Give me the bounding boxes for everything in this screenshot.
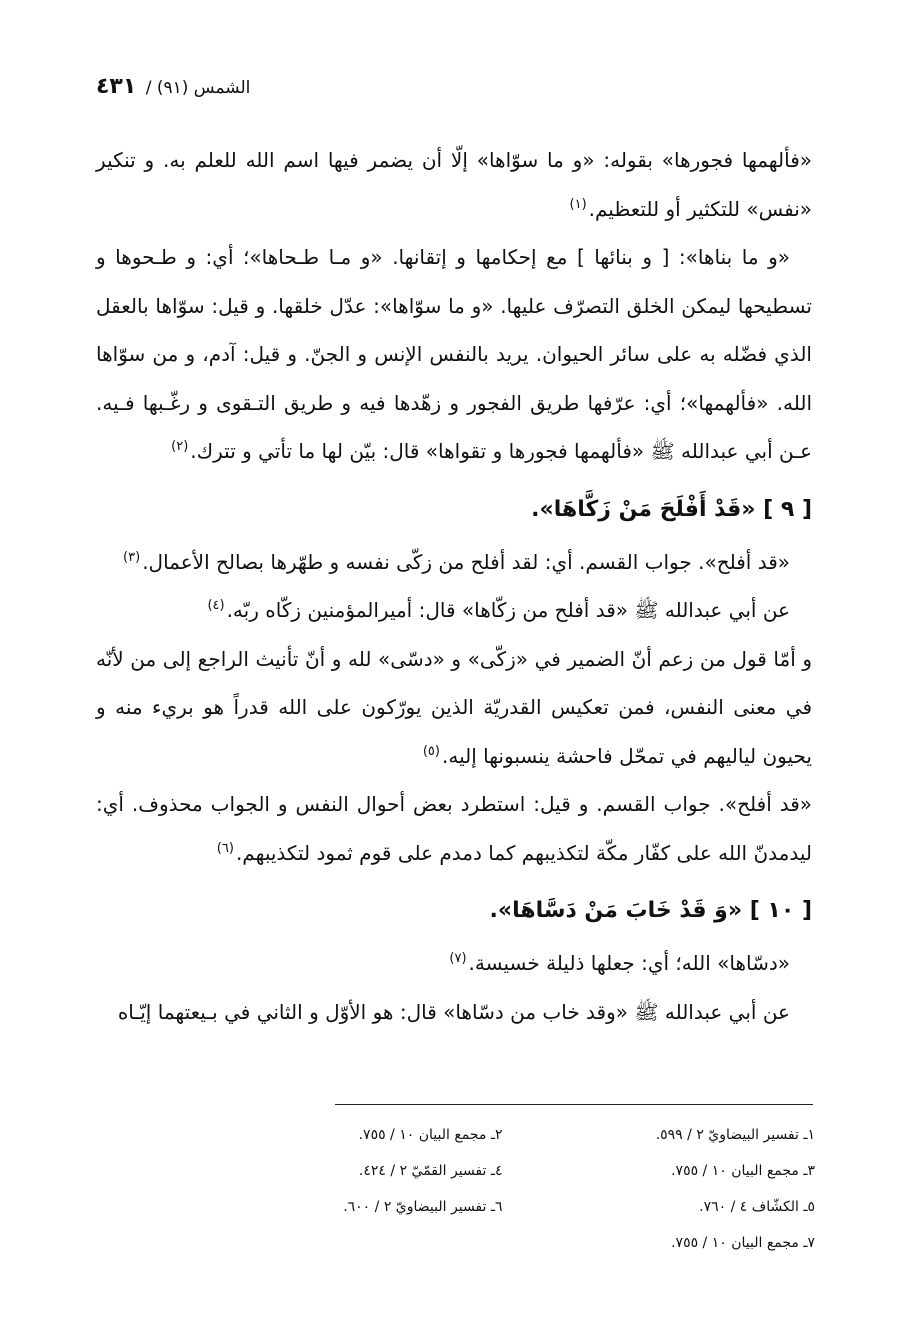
footnote: ٧ـ مجمع البيان ١٠ / ٧٥٥. [671, 1235, 815, 1251]
footnote-ref: (٦) [216, 840, 234, 856]
footnote: ٥ـ الكشّاف ٤ / ٧٦٠. [699, 1199, 815, 1215]
paragraph: «و ما بناها»: [ و بنائها ] مع إحكامها و إتقانها. «و مـا طـحاها»؛ أي: و طـحوها و تسطيحها ليمكن الخلق التصرّف عليها. «و ما سوّاها»: عدّل خلقها. و قيل: سوّاها بالعقل الذي فضّله به على سائر الحيوان. يريد بالنفس الإنس و الجنّ. و قيل: آدم، و من سوّاها الله. «فألهمها»؛ أي: عرّفها طريق الفجور و زهّدها فيه و طريق التـقوى و رغّـبها فـيه. عـن أبي عبدالله ﷺ «فألهمها فجورها و تقواها» قال: بيّن لها ما تأتي و تترك.$^{(٢)}$ [96, 245, 812, 463]
paragraph: «فألهمها فجورها» بقوله: «و ما سوّاها» إلّا أن يضمر فيها اسم الله للعلم به. و تنكير «نفس» للتكثير أو للتعظيم.$^{(١)}$ [96, 148, 812, 221]
footnote-ref: (٤) [207, 598, 225, 614]
footnote-ref: (٥) [422, 743, 440, 759]
paragraph: عن أبي عبدالله ﷺ «وقد خاب من دسّاها» قال: هو الأوّل و الثاني في بـيعتهما إيّـاه [117, 999, 790, 1024]
main-text [96, 136, 812, 1036]
paragraph: «قد أفلح». جواب القسم. أي: لقد أفلح من زكّى نفسه و طهّرها بصالح الأعمال.$^{(٣)}$ [123, 549, 790, 574]
running-head [96, 74, 250, 99]
footnote-ref: (١) [569, 196, 587, 212]
header-separator: / [145, 78, 152, 98]
footnote: ١ـ تفسير البيضاويّ ٢ / ٥٩٩. [655, 1127, 815, 1143]
paragraph: و أمّا قول من زعم أنّ الضمير في «زكّى» و «دسّى» لله و أنّ تأنيث الراجع إلى من لأنّه في معنى النفس، فمن تعكيس القدريّة الذين يورّكون على الله قدراً هو بريء منه و يحيون لياليهم في تمحّل فاحشة ينسبونها إليه.$^{(٥)}$ [96, 646, 812, 768]
footnote-ref: (٣) [123, 549, 141, 565]
footnotes [230, 1120, 815, 1258]
surah-title: الشمس (٩١) [156, 78, 251, 98]
footnote-ref: (٧) [449, 951, 467, 967]
footnote: ٣ـ مجمع البيان ١٠ / ٧٥٥. [671, 1163, 815, 1179]
verse-heading: [ ١٠ ] «وَ قَدْ خَابَ مَنْ دَسَّاهَا». [489, 898, 812, 923]
footnote-divider [335, 1104, 813, 1105]
footnote-ref: (٢) [171, 439, 189, 455]
paragraph: «دسّاها» الله؛ أي: جعلها ذليلة خسيسة.$^{(٧)}$ [449, 951, 790, 975]
footnote: ٢ـ مجمع البيان ١٠ / ٧٥٥. [358, 1127, 503, 1143]
paragraph: «قد أفلح». جواب القسم. و قيل: استطرد بعض أحوال النفس و الجواب محذوف. أي: ليدمدنّ الله على كفّار مكّة لتكذيبهم كما دمدم على قوم ثمود لتكذيبهم.$^{(٦)}$ [96, 792, 812, 865]
footnote: ٤ـ تفسير القمّيّ ٢ / ٤٢٤. [358, 1163, 503, 1179]
verse-heading: [ ٩ ] «قَدْ أَفْلَحَ مَنْ زَكَّاهَا». [531, 496, 812, 522]
paragraph: عن أبي عبدالله ﷺ «قد أفلح من زكّاها» قال: أميرالمؤمنين زكّاه ربّه.$^{(٤)}$ [207, 598, 790, 622]
footnote: ٦ـ تفسير البيضاويّ ٢ / ٦٠٠. [343, 1199, 503, 1215]
page-number: ٤٣١ [96, 74, 137, 99]
